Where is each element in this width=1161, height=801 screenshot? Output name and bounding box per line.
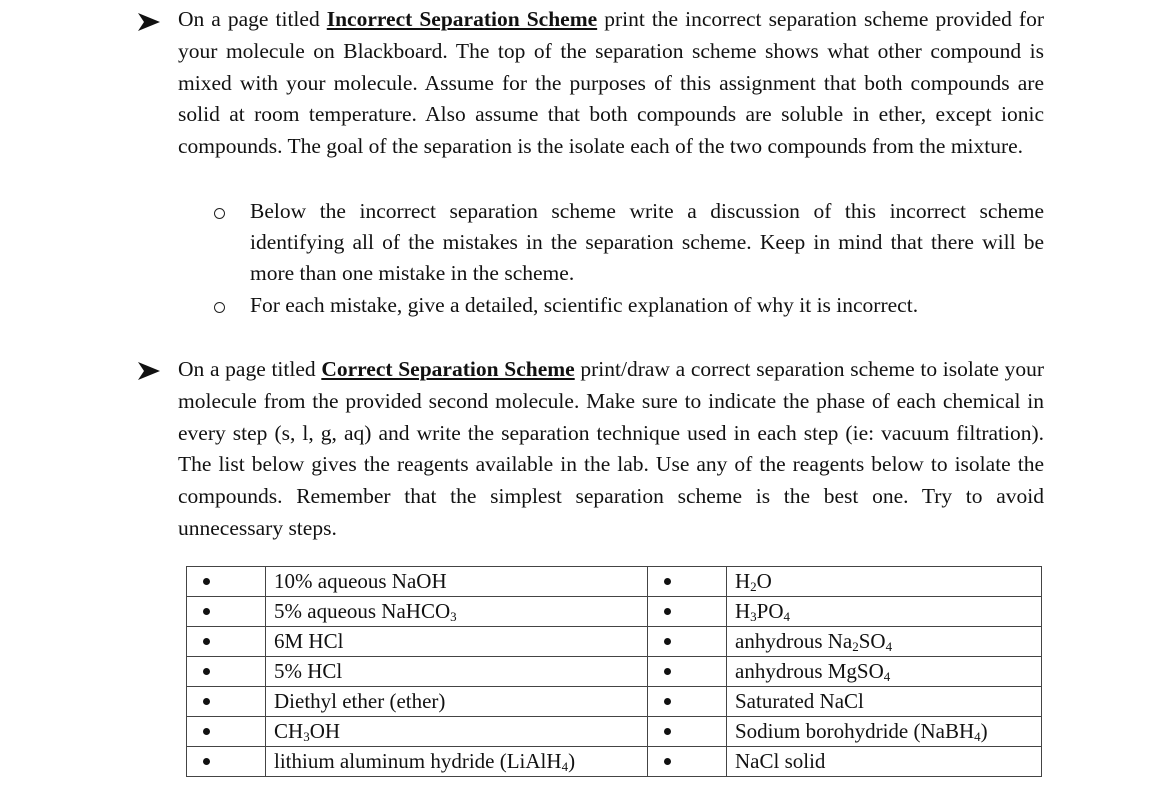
- bullet-dot-icon: [203, 638, 210, 645]
- reagent-row: [187, 687, 1042, 717]
- bullet-dot-icon: [203, 608, 210, 615]
- instruction-text: print the incorrect separation scheme provided for your molecule on Blackboard. The top of the separation scheme shows what other compound is mixed with your molecule. Assume for the purposes of this assignment that both compounds are solid at room temperature. Also assume that both compounds are soluble in ether, except ionic compounds. The goal of the separation is the isolate each of the two compounds from the mixture.: [178, 7, 1044, 159]
- reagent-row: [187, 657, 1042, 687]
- bullet-dot-icon: [664, 698, 671, 705]
- instruction-incorrect-scheme: [178, 4, 1044, 163]
- reagent-row: [187, 597, 1042, 627]
- reagent-row: [187, 567, 1042, 597]
- instruction-correct-scheme: [178, 354, 1044, 545]
- reagent-left: 5% HCl: [266, 657, 648, 687]
- bullet-dot-icon: [203, 698, 210, 705]
- circle-bullet-icon: [214, 302, 225, 313]
- reagent-left: $CH_3OH$: [266, 717, 648, 747]
- bullet-dot-icon: [203, 668, 210, 675]
- bullet-dot-icon: [664, 608, 671, 615]
- reagents-table: [186, 566, 1042, 777]
- bullet-dot-icon: [203, 578, 210, 585]
- arrow-bullet-icon: [136, 360, 162, 382]
- instruction-text: print/draw a correct separation scheme to isolate your molecule from the provided second molecule. Make sure to indicate the phase of each chemical in every step (s, l, g, aq) and write the separation technique used in each step (ie: vacuum filtration). The list below gives the reagents available in the lab. Use any of the reagents below to isolate the compounds. Remember that the simplest separation scheme is the best one. Try to avoid unnecessary steps.: [178, 357, 1044, 540]
- reagent-right: Sodium borohydride (NaBH$_4$): [727, 717, 1042, 747]
- bullet-dot-icon: [203, 728, 210, 735]
- arrow-bullet-icon: [136, 11, 162, 33]
- instruction-prefix: On a page titled: [178, 357, 322, 381]
- correct-scheme-title: Correct Separation Scheme: [321, 357, 575, 381]
- reagent-left: 6M HCl: [266, 627, 648, 657]
- instruction-prefix: On a page titled: [178, 7, 327, 31]
- bullet-dot-icon: [203, 758, 210, 765]
- circle-bullet-icon: [214, 208, 225, 219]
- sub-instruction-discussion: Below the incorrect separation scheme write a discussion of this incorrect scheme identifying all of the mistakes in the separation scheme. Keep in mind that there will be more than one mistake in the scheme.: [250, 199, 1044, 286]
- reagent-left: Diethyl ether (ether): [266, 687, 648, 717]
- reagent-left: 5% aqueous NaHCO$_3$: [266, 597, 648, 627]
- bullet-dot-icon: [664, 578, 671, 585]
- reagent-right: anhydrous MgSO$_4$: [727, 657, 1042, 687]
- reagent-right: Saturated NaCl: [727, 687, 1042, 717]
- bullet-dot-icon: [664, 728, 671, 735]
- reagent-right: NaCl solid: [727, 747, 1042, 777]
- reagent-right: $H_2O$: [727, 567, 1042, 597]
- bullet-dot-icon: [664, 638, 671, 645]
- incorrect-scheme-title: Incorrect Separation Scheme: [326, 7, 598, 31]
- reagent-right: $H_3PO_4$: [727, 597, 1042, 627]
- reagent-left: 10% aqueous NaOH: [266, 567, 648, 597]
- reagent-row: [187, 717, 1042, 747]
- bullet-dot-icon: [664, 668, 671, 675]
- reagent-right: anhydrous $Na_2SO_4$: [727, 627, 1042, 657]
- reagent-row: [187, 627, 1042, 657]
- reagent-left: lithium aluminum hydride (LiAlH$_4$): [266, 747, 648, 777]
- sub-instruction-explanation: For each mistake, give a detailed, scientific explanation of why it is incorrect.: [250, 293, 919, 317]
- bullet-dot-icon: [664, 758, 671, 765]
- reagent-row: [187, 747, 1042, 777]
